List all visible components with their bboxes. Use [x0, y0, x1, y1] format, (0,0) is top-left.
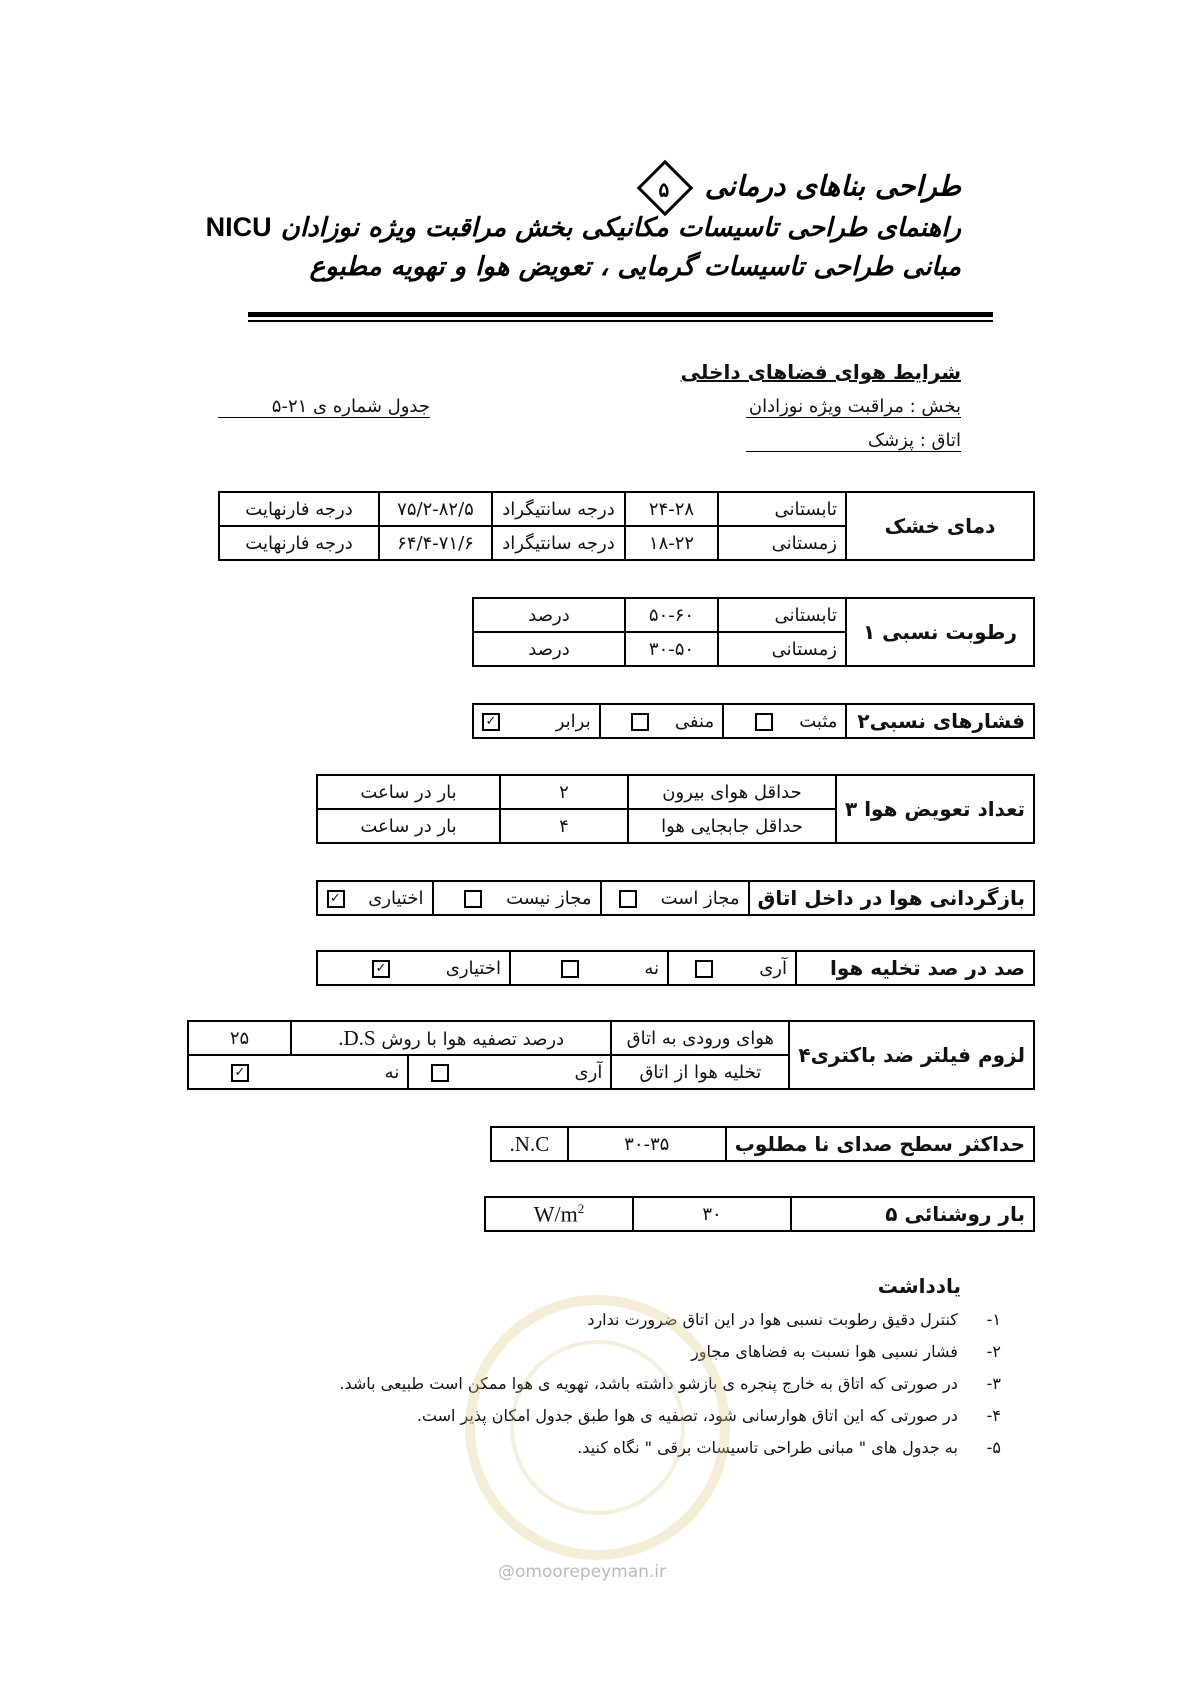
- lighting-unit: $W/m^2$: [485, 1197, 633, 1231]
- recirculation-option-optional[interactable]: اختیاری ✓: [317, 881, 433, 915]
- checkbox-allowed[interactable]: [619, 890, 637, 908]
- humidity-label: رطوبت نسبی ۱: [846, 598, 1034, 666]
- checkbox-negative[interactable]: [631, 713, 649, 731]
- supply-air-label: هوای ورودی به اتاق: [611, 1021, 789, 1055]
- fahrenheit-summer: ۷۵/۲-۸۲/۵: [379, 492, 492, 526]
- humidity-unit: درصد: [473, 632, 625, 666]
- humidity-season-summer: تابستانی: [718, 598, 846, 632]
- watermark-seal-inner: [510, 1340, 685, 1515]
- note-item: ۴- در صورتی که این اتاق هوارسانی شود، تصفیه ی هوا طبق جدول امکان پذیر است.: [416, 1406, 1001, 1425]
- air-change-unit: بار در ساعت: [317, 809, 500, 843]
- lighting-label: بار روشنائی ۵: [791, 1197, 1034, 1231]
- fahrenheit-unit: درجه فارنهایت: [219, 492, 379, 526]
- filter-table: [187, 1020, 1035, 1090]
- exhaust-option-no[interactable]: نه: [510, 951, 668, 985]
- recirculation-option-not-allowed[interactable]: مجاز نیست: [433, 881, 601, 915]
- min-outdoor-air-label: حداقل هوای بیرون: [628, 775, 836, 809]
- checkbox-yes[interactable]: [431, 1064, 449, 1082]
- note-item: ۵- به جدول های " مبانی طراحی تاسیسات برقی " نگاه کنید.: [577, 1438, 1001, 1457]
- watermark-text: @omoorepeyman.ir: [498, 1562, 667, 1582]
- humidity-season-winter: زمستانی: [718, 632, 846, 666]
- note-item: ۱- کنترل دقیق رطوبت نسبی هوا در این اتاق ضرورت ندارد: [587, 1310, 1001, 1329]
- doc-header-line2: راهنمای طراحی تاسیسات مکانیکی بخش مراقبت ویژه نوزادان NICU: [205, 212, 961, 243]
- note-item: ۳- در صورتی که اتاق به خارج پنجره ی بازشو داشته باشد، تهویه ی هوا ممکن است طبیعی باشد.: [339, 1374, 1001, 1393]
- dry-temp-label: دمای خشک: [846, 492, 1034, 560]
- noise-value: ۳۰-۳۵: [568, 1127, 726, 1161]
- filter-label: لزوم فیلتر ضد باکتری۴: [789, 1021, 1034, 1089]
- section-title: شرایط هوای فضاهای داخلی: [680, 360, 961, 384]
- air-change-unit: بار در ساعت: [317, 775, 500, 809]
- air-change-table: [316, 774, 1035, 844]
- checkbox-not-allowed[interactable]: [464, 890, 482, 908]
- air-change-label: تعداد تعویض هوا ۳: [836, 775, 1034, 843]
- lighting-table: [484, 1196, 1035, 1232]
- season-summer: تابستانی: [718, 492, 846, 526]
- pressure-label: فشارهای نسبی۲: [846, 704, 1034, 738]
- series-badge: ۵: [637, 160, 694, 217]
- checkbox-yes[interactable]: [695, 960, 713, 978]
- noise-unit: N.C.: [491, 1127, 568, 1161]
- nicu-label: NICU: [205, 212, 272, 242]
- filter-method: D.S.: [338, 1025, 376, 1050]
- celsius-winter: ۱۸-۲۲: [625, 526, 718, 560]
- series-title: طراحی بناهای درمانی: [704, 169, 961, 203]
- filter-option-yes[interactable]: آری: [408, 1055, 611, 1089]
- season-winter: زمستانی: [718, 526, 846, 560]
- note-item: ۲- فشار نسبی هوا نسبت به فضاهای مجاور: [691, 1342, 1001, 1361]
- header-rule: [248, 312, 993, 317]
- checkbox-positive[interactable]: [755, 713, 773, 731]
- humidity-summer: ۵۰-۶۰: [625, 598, 718, 632]
- noise-label: حداکثر سطح صدای نا مطلوب: [726, 1127, 1034, 1161]
- supply-air-text: درصد تصفیه هوا با روش D.S.: [291, 1021, 611, 1055]
- exhaust-option-yes[interactable]: آری: [668, 951, 796, 985]
- exhaust-option-optional[interactable]: اختیاری ✓: [317, 951, 510, 985]
- recirculation-table: [316, 880, 1035, 916]
- pressure-option-positive[interactable]: مثبت: [723, 704, 846, 738]
- min-air-movement-label: حداقل جابجایی هوا: [628, 809, 836, 843]
- celsius-unit: درجه سانتیگراد: [492, 526, 625, 560]
- fahrenheit-winter: ۶۴/۴-۷۱/۶: [379, 526, 492, 560]
- noise-table: [490, 1126, 1035, 1162]
- lighting-value: ۳۰: [633, 1197, 791, 1231]
- checkbox-no[interactable]: ✓: [231, 1064, 249, 1082]
- notes-title: یادداشت: [877, 1274, 961, 1298]
- fahrenheit-unit: درجه فارنهایت: [219, 526, 379, 560]
- checkbox-no[interactable]: [561, 960, 579, 978]
- celsius-unit: درجه سانتیگراد: [492, 492, 625, 526]
- exhaust-air-label: تخلیه هوا از اتاق: [611, 1055, 789, 1089]
- pressure-option-negative[interactable]: منفی: [600, 704, 723, 738]
- header-rule-thin: [248, 320, 993, 322]
- checkbox-optional[interactable]: ✓: [327, 890, 345, 908]
- recirculation-label: بازگردانی هوا در داخل اتاق: [749, 881, 1035, 915]
- doc-header-line1: [645, 168, 961, 208]
- exhaust-label: صد در صد تخلیه هوا: [796, 951, 1034, 985]
- checkbox-optional[interactable]: ✓: [372, 960, 390, 978]
- doc-header-line3: مبانی طراحی تاسیسات گرمایی ، تعویض هوا و تهویه مطبوع: [309, 252, 961, 282]
- exhaust-table: [316, 950, 1035, 986]
- ward-line: بخش : مراقبت ویژه نوزادان: [746, 396, 961, 418]
- recirculation-option-allowed[interactable]: مجاز است: [601, 881, 749, 915]
- filter-option-no[interactable]: نه ✓: [188, 1055, 408, 1089]
- humidity-winter: ۳۰-۵۰: [625, 632, 718, 666]
- pressure-option-equal[interactable]: برابر ✓: [473, 704, 600, 738]
- table-number: جدول شماره ی ۲۱-۵: [218, 396, 430, 418]
- min-outdoor-air-value: ۲: [500, 775, 628, 809]
- supply-air-value: ۲۵: [188, 1021, 291, 1055]
- dry-temp-table: [218, 491, 1035, 561]
- humidity-unit: درصد: [473, 598, 625, 632]
- pressure-table: [472, 703, 1035, 739]
- min-air-movement-value: ۴: [500, 809, 628, 843]
- celsius-summer: ۲۴-۲۸: [625, 492, 718, 526]
- humidity-table: [472, 597, 1035, 667]
- checkbox-equal[interactable]: ✓: [482, 713, 500, 731]
- room-line: اتاق : پزشک: [746, 430, 961, 452]
